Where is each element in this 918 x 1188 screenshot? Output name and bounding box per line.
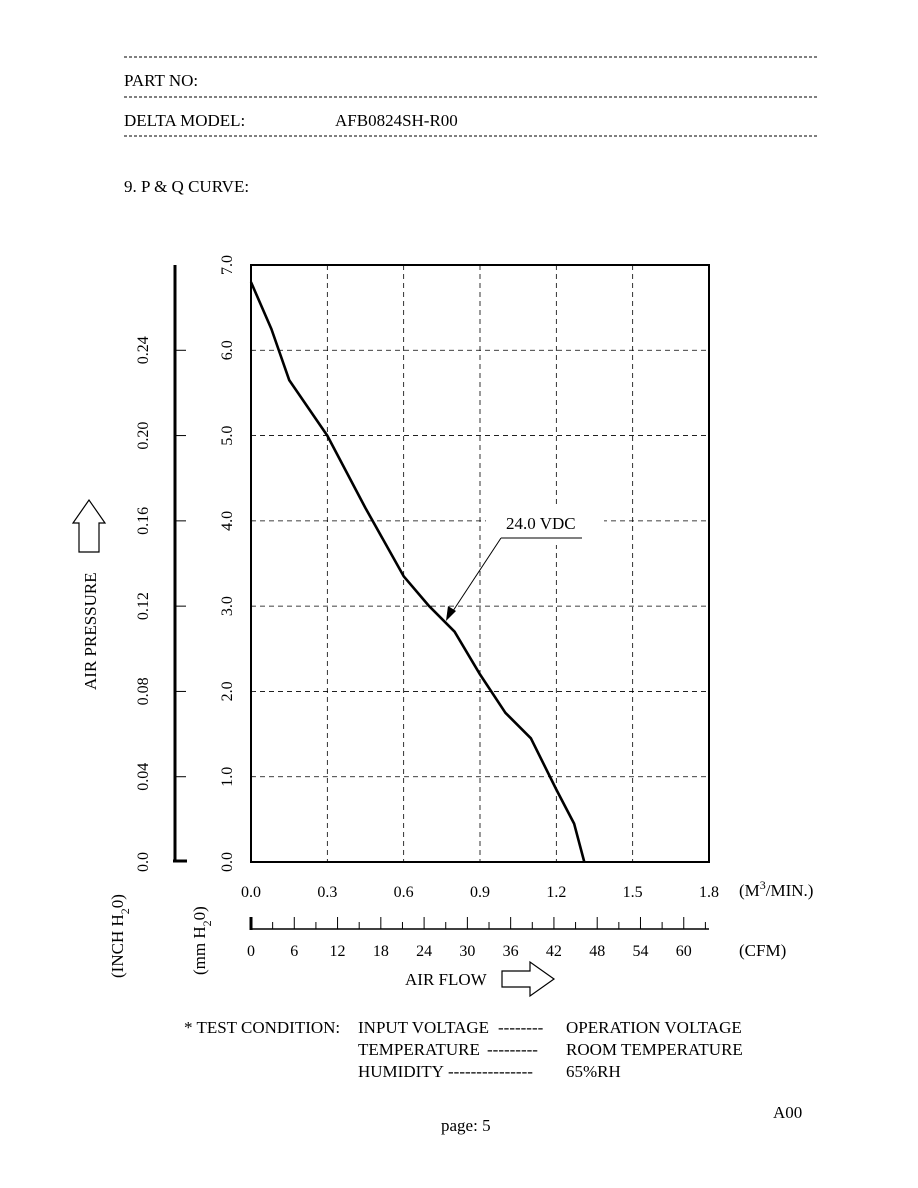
cfm-tick-marks [273,917,706,929]
test-condition-label: TEMPERATURE [358,1040,480,1059]
x-tick-label: 0.6 [393,884,414,901]
y-tick-label: 0.0 [219,852,236,872]
test-condition-value: ROOM TEMPERATURE [566,1040,743,1059]
cfm-tick-label: 48 [589,943,606,960]
y-tick-labels [219,255,236,872]
cfm-tick-label: 42 [545,943,562,960]
y2-tick-label: 0.08 [135,677,152,706]
cfm-axis-unit: (CFM) [739,941,787,960]
y2-axis-unit: (INCH $H_20$) [108,894,132,978]
x-axis-unit: $(M^3/MIN.)$ [739,878,814,900]
cfm-tick-labels [247,943,692,960]
x-tick-label: 0.3 [317,884,338,901]
y2-tick-label: 0.04 [135,762,152,791]
cfm-tick-label: 30 [459,943,476,960]
y2-tick-label: 0.12 [135,592,152,621]
x-axis-label: AIR FLOW [405,970,487,989]
y-tick-label: 4.0 [219,510,236,531]
y2-tick-label: 0.0 [135,852,152,872]
cfm-tick-label: 24 [416,943,433,960]
model-value: AFB0824SH-R00 [335,111,458,130]
test-condition [184,1018,743,1081]
cfm-tick-label: 60 [675,943,692,960]
test-condition-label: INPUT VOLTAGE [358,1018,490,1037]
chart-grid [251,265,709,862]
y2-tick-labels [135,336,186,872]
y2-tick-label: 0.16 [135,506,152,535]
test-condition-dashes: --------- [487,1040,538,1059]
right-arrow-icon [502,962,554,996]
revision-code: A00 [773,1103,803,1122]
cfm-tick-label: 6 [290,943,299,960]
y-tick-label: 6.0 [219,340,236,361]
y2-tick-label: 0.24 [135,336,152,365]
series-line-24vdc [251,282,584,862]
test-condition-label: HUMIDITY [358,1062,444,1081]
test-condition-value: 65%RH [566,1062,621,1081]
y-tick-label: 7.0 [219,255,236,275]
part-no-label: PART NO: [124,71,199,90]
x-tick-label: 1.8 [699,884,719,901]
test-condition-value: OPERATION VOLTAGE [566,1018,742,1037]
y-axis-unit: (mm $H_20$) [190,906,214,975]
annotation-leader [449,538,501,617]
test-condition-dashes: --------------- [448,1062,533,1081]
y2-tick-label: 0.20 [135,421,152,450]
x-tick-label: 1.2 [546,884,567,901]
x-tick-label: 0.9 [470,884,490,901]
test-condition-dashes: -------- [498,1018,544,1037]
cfm-tick-label: 12 [329,943,346,960]
curve-annotation: 24.0 VDC [506,514,576,533]
page-number: page: 5 [441,1116,491,1135]
pq-chart [73,255,813,996]
test-condition-prefix: * TEST CONDITION: [184,1018,341,1037]
y-tick-label: 3.0 [219,596,236,617]
x-tick-label: 1.5 [622,884,643,901]
y-axis-label: AIR PRESSURE [81,572,100,690]
up-arrow-icon [73,500,105,552]
section-title: 9. P & Q CURVE: [124,177,250,196]
cfm-tick-label: 0 [247,943,255,960]
model-label: DELTA MODEL: [124,111,246,130]
y-tick-label: 2.0 [219,681,236,702]
y-tick-label: 1.0 [219,766,236,787]
y-tick-label: 5.0 [219,425,236,446]
x-tick-labels [241,884,719,901]
cfm-tick-label: 36 [502,943,519,960]
x-tick-label: 0.0 [241,884,261,901]
cfm-tick-label: 54 [632,943,649,960]
cfm-tick-label: 18 [372,943,389,960]
